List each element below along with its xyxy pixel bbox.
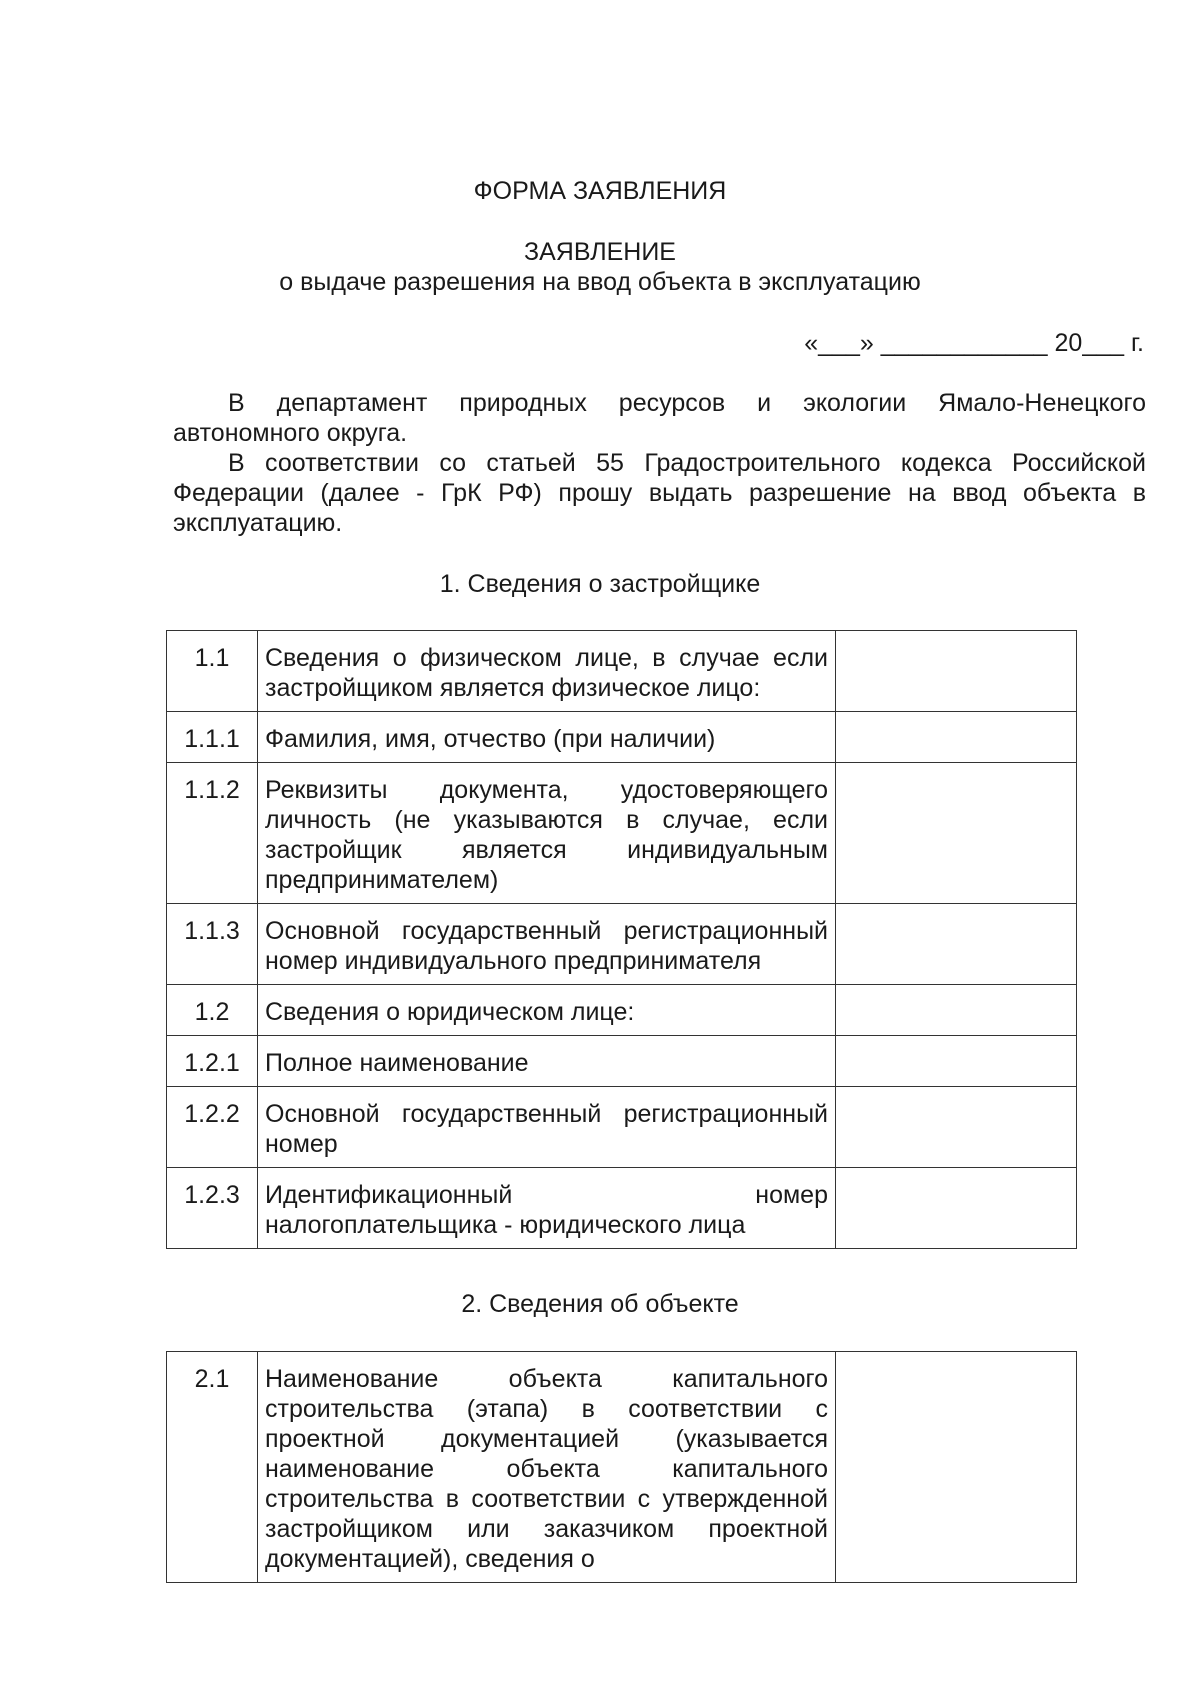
row-description: Идентификационный номер налогоплательщика - юридического лица [258, 1168, 836, 1249]
row-number: 1.2.1 [167, 1036, 258, 1087]
developer-info-table [166, 630, 1077, 1249]
table-row [167, 904, 1077, 985]
row-number: 2.1 [167, 1352, 258, 1583]
row-number: 1.1.2 [167, 763, 258, 904]
row-value-cell[interactable] [836, 763, 1077, 904]
row-value-cell[interactable] [836, 631, 1077, 712]
table-row [167, 985, 1077, 1036]
form-label: ФОРМА ЗАЯВЛЕНИЯ [473, 177, 727, 205]
intro-paragraph-addressee: В департамент природных ресурсов и экологии Ямало-Ненецкого автономного округа. [173, 389, 1146, 447]
row-value-cell[interactable] [836, 712, 1077, 763]
object-info-table [166, 1351, 1077, 1583]
intro-text [173, 388, 1146, 538]
row-number: 1.2 [167, 985, 258, 1036]
row-description: Фамилия, имя, отчество (при наличии) [258, 712, 836, 763]
row-value-cell[interactable] [836, 904, 1077, 985]
row-description: Полное наименование [258, 1036, 836, 1087]
table-row [167, 1168, 1077, 1249]
row-description: Наименование объекта капитального строительства (этапа) в соответствии с проектной документацией (указывается наименование объекта капитального строительства в соответствии с утвержденной застройщиком или заказчиком проектной документацией), сведения о [258, 1352, 836, 1583]
row-number: 1.1.3 [167, 904, 258, 985]
intro-paragraph-request: В соответствии со статьей 55 Градостроительного кодекса Российской Федерации (далее - ГрК РФ) прошу выдать разрешение на ввод объекта в эксплуатацию. [173, 449, 1146, 537]
row-description: Основной государственный регистрационный номер индивидуального предпринимателя [258, 904, 836, 985]
row-value-cell[interactable] [836, 1352, 1077, 1583]
row-value-cell[interactable] [836, 985, 1077, 1036]
row-description: Сведения о юридическом лице: [258, 985, 836, 1036]
row-number: 1.1 [167, 631, 258, 712]
row-description: Реквизиты документа, удостоверяющего личность (не указываются в случае, если застройщик является индивидуальным предпринимателем) [258, 763, 836, 904]
row-number: 1.2.3 [167, 1168, 258, 1249]
table-row [167, 1087, 1077, 1168]
row-number: 1.2.2 [167, 1087, 258, 1168]
table-row [167, 1036, 1077, 1087]
table-row [167, 1352, 1077, 1583]
row-value-cell[interactable] [836, 1168, 1077, 1249]
section-heading-object: 2. Сведения об объекте [461, 1290, 739, 1318]
row-value-cell[interactable] [836, 1036, 1077, 1087]
section-heading-developer: 1. Сведения о застройщике [439, 570, 761, 598]
table-row [167, 631, 1077, 712]
table-row [167, 712, 1077, 763]
row-description: Основной государственный регистрационный номер [258, 1087, 836, 1168]
document-subtitle: о выдаче разрешения на ввод объекта в эксплуатацию [279, 268, 921, 296]
document-title: ЗАЯВЛЕНИЕ [523, 238, 676, 266]
date-line: «___» ____________ 20___ г. [804, 329, 1144, 357]
row-value-cell[interactable] [836, 1087, 1077, 1168]
row-description: Сведения о физическом лице, в случае если застройщиком является физическое лицо: [258, 631, 836, 712]
row-number: 1.1.1 [167, 712, 258, 763]
table-row [167, 763, 1077, 904]
